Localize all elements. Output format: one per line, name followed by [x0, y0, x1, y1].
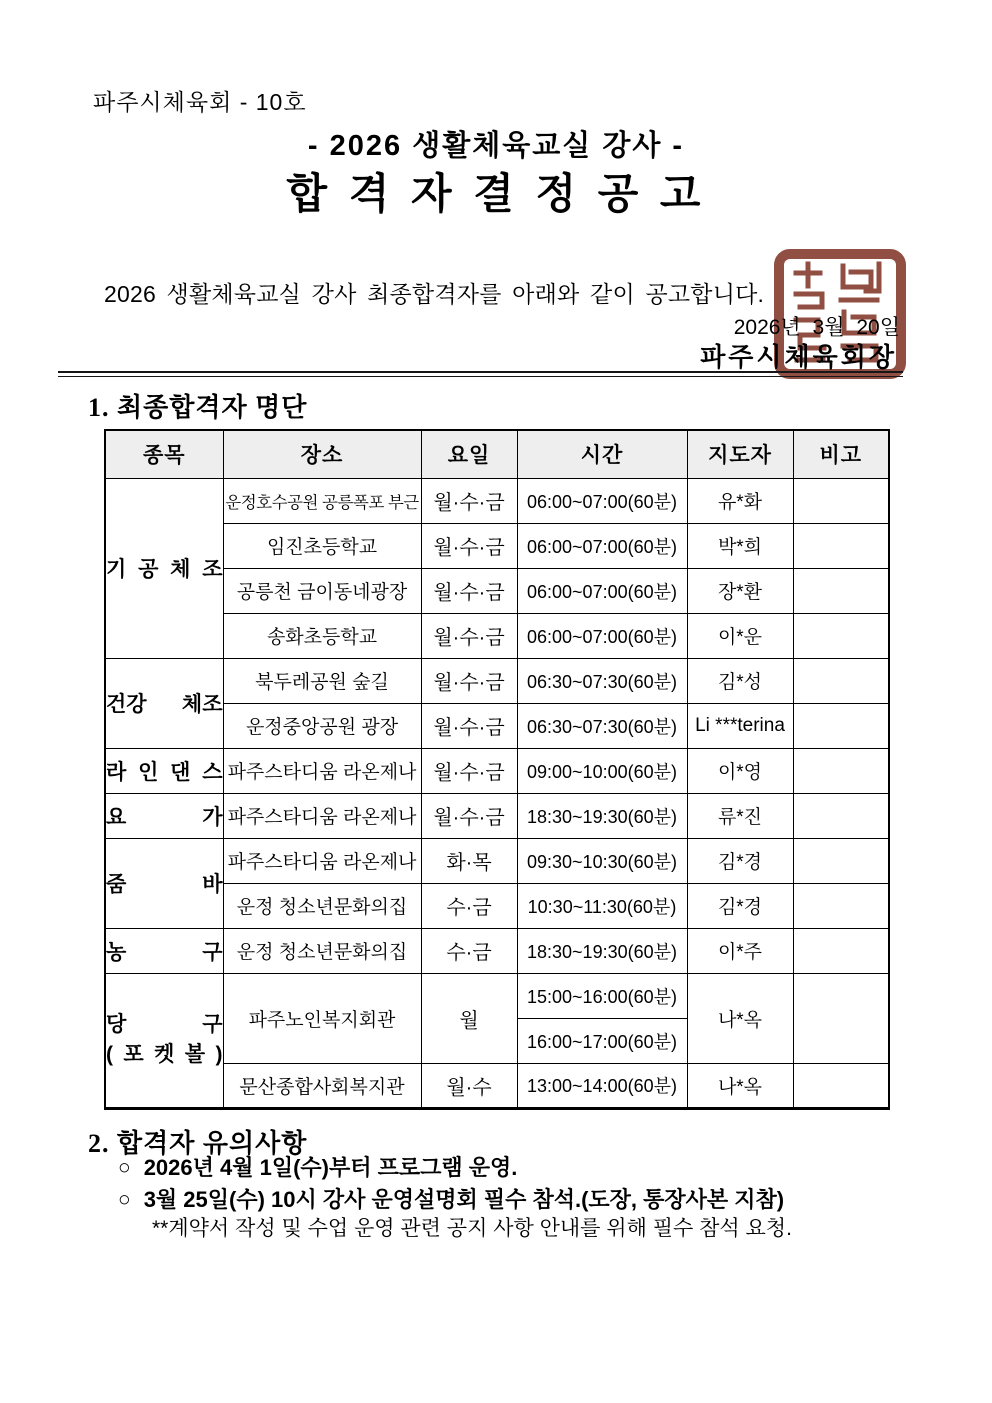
- notice-text: **계약서 작성 및 수업 운영 관련 공지 사항 안내를 위해 필수 참석 요청.: [152, 1217, 792, 1240]
- instructor-cell: 나*옥: [687, 1063, 793, 1108]
- col-header-days: 요일: [421, 430, 517, 478]
- table-row: [105, 883, 889, 928]
- instructor-cell: 유*화: [687, 478, 793, 523]
- remarks-cell: [793, 658, 889, 703]
- table-row: [105, 973, 889, 1018]
- venue-cell: 임진초등학교: [223, 523, 421, 568]
- remarks-cell: [793, 613, 889, 658]
- remarks-cell: [793, 523, 889, 568]
- time-cell: 10:30~11:30(60분): [517, 883, 687, 928]
- days-cell: 수·금: [421, 928, 517, 973]
- col-header-remarks: 비고: [793, 430, 889, 478]
- table-row: [105, 793, 889, 838]
- instructor-cell: 김*성: [687, 658, 793, 703]
- venue-cell: 파주스타디움 라온제나: [223, 793, 421, 838]
- instructor-cell: 나*옥: [687, 973, 793, 1063]
- sport-cell: 농 구: [105, 928, 223, 973]
- days-cell: 화·목: [421, 838, 517, 883]
- days-cell: 월·수·금: [421, 613, 517, 658]
- time-cell: 06:00~07:00(60분): [517, 568, 687, 613]
- days-cell: 월·수·금: [421, 523, 517, 568]
- time-cell: 18:30~19:30(60분): [517, 793, 687, 838]
- table-row: [105, 478, 889, 523]
- remarks-cell: [793, 928, 889, 973]
- venue-cell: 송화초등학교: [223, 613, 421, 658]
- venue-cell: 공릉천 금이동네광장: [223, 568, 421, 613]
- time-cell: 09:30~10:30(60분): [517, 838, 687, 883]
- remarks-cell: [793, 703, 889, 748]
- remarks-cell: [793, 748, 889, 793]
- venue-cell: 운정호수공원 공릉폭포 부근: [223, 478, 421, 523]
- venue-cell: 운정 청소년문화의집: [223, 928, 421, 973]
- document-subtitle: - 2026 생활체육교실 강사 -: [307, 130, 685, 162]
- official-seal-stamp-icon: [773, 248, 907, 380]
- sport-sublabel: ( 포 켓 볼 ): [106, 1043, 223, 1066]
- instructor-cell: 류*진: [687, 793, 793, 838]
- header-divider-rule: [58, 371, 903, 377]
- table-row: [105, 523, 889, 568]
- table-row: [105, 1063, 889, 1108]
- instructor-cell: 김*경: [687, 838, 793, 883]
- days-cell: 월·수·금: [421, 793, 517, 838]
- table-row: [105, 748, 889, 793]
- notice-text: 3월 25일(수) 10시 강사 운영설명회 필수 참석.(도장, 통장사본 지참): [143, 1187, 785, 1212]
- notice-item: [118, 1155, 517, 1180]
- time-cell: 16:00~17:00(60분): [517, 1018, 687, 1063]
- sport-cell: 줌 바: [105, 838, 223, 928]
- remarks-cell: [793, 478, 889, 523]
- sport-cell: [105, 973, 223, 1108]
- time-cell: 09:00~10:00(60분): [517, 748, 687, 793]
- days-cell: 월·수·금: [421, 478, 517, 523]
- instructor-cell: 이*영: [687, 748, 793, 793]
- time-cell: 18:30~19:30(60분): [517, 928, 687, 973]
- sport-label: 당 구: [106, 1012, 223, 1036]
- sport-cell: 기 공 체 조: [105, 478, 223, 658]
- table-row: [105, 568, 889, 613]
- instructor-cell: 이*주: [687, 928, 793, 973]
- notice-item: [118, 1187, 784, 1212]
- days-cell: 월·수·금: [421, 703, 517, 748]
- remarks-cell: [793, 973, 889, 1063]
- days-cell: 수·금: [421, 883, 517, 928]
- instructor-cell: 이*운: [687, 613, 793, 658]
- roster-table: [104, 429, 890, 1110]
- announcement-date: 2026년 3월 20일: [733, 316, 900, 339]
- instructor-cell: 박*희: [687, 523, 793, 568]
- section-heading-notes: 2. 합격자 유의사항: [88, 1129, 308, 1158]
- instructor-cell: 장*환: [687, 568, 793, 613]
- section-heading-roster: 1. 최종합격자 명단: [88, 393, 308, 422]
- signer-title: 파주시체육회장: [700, 342, 897, 372]
- circle-bullet-icon: ○: [118, 1156, 131, 1179]
- instructor-cell: Li ***terina: [687, 703, 793, 748]
- venue-cell: 파주스타디움 라온제나: [223, 748, 421, 793]
- col-header-sport: 종목: [105, 430, 223, 478]
- days-cell: 월·수·금: [421, 568, 517, 613]
- venue-cell: 문산종합사회복지관: [223, 1063, 421, 1108]
- document-title: 합 격 자 결 정 공 고: [286, 170, 706, 217]
- remarks-cell: [793, 883, 889, 928]
- notice-subitem: [152, 1217, 792, 1241]
- remarks-cell: [793, 838, 889, 883]
- table-row: [105, 838, 889, 883]
- table-row: [105, 658, 889, 703]
- time-cell: 06:00~07:00(60분): [517, 523, 687, 568]
- venue-cell: 북두레공원 숲길: [223, 658, 421, 703]
- col-header-instructor: 지도자: [687, 430, 793, 478]
- circle-bullet-icon: ○: [118, 1188, 131, 1211]
- table-row: [105, 613, 889, 658]
- sport-cell: 건강 체조: [105, 658, 223, 748]
- venue-cell: 파주노인복지회관: [223, 973, 421, 1063]
- sport-cell: 라 인 댄 스: [105, 748, 223, 793]
- time-cell: 06:30~07:30(60분): [517, 703, 687, 748]
- days-cell: 월·수: [421, 1063, 517, 1108]
- time-cell: 15:00~16:00(60분): [517, 973, 687, 1018]
- venue-cell: 운정중앙공원 광장: [223, 703, 421, 748]
- time-cell: 13:00~14:00(60분): [517, 1063, 687, 1108]
- sport-cell: 요 가: [105, 793, 223, 838]
- table-row: [105, 928, 889, 973]
- time-cell: 06:00~07:00(60분): [517, 478, 687, 523]
- remarks-cell: [793, 1063, 889, 1108]
- table-row: [105, 703, 889, 748]
- venue-cell: 파주스타디움 라온제나: [223, 838, 421, 883]
- col-header-time: 시간: [517, 430, 687, 478]
- days-cell: 월·수·금: [421, 748, 517, 793]
- remarks-cell: [793, 793, 889, 838]
- remarks-cell: [793, 568, 889, 613]
- notice-text: 2026년 4월 1일(수)부터 프로그램 운영.: [143, 1155, 518, 1180]
- announcement-body-text: 2026 생활체육교실 강사 최종합격자를 아래와 같이 공고합니다.: [104, 281, 765, 307]
- col-header-venue: 장소: [223, 430, 421, 478]
- time-cell: 06:30~07:30(60분): [517, 658, 687, 703]
- document-number: 파주시체육회 - 10호: [93, 89, 307, 115]
- instructor-cell: 김*경: [687, 883, 793, 928]
- venue-cell: 운정 청소년문화의집: [223, 883, 421, 928]
- time-cell: 06:00~07:00(60분): [517, 613, 687, 658]
- days-cell: 월: [421, 973, 517, 1063]
- table-header-row: [105, 430, 889, 478]
- days-cell: 월·수·금: [421, 658, 517, 703]
